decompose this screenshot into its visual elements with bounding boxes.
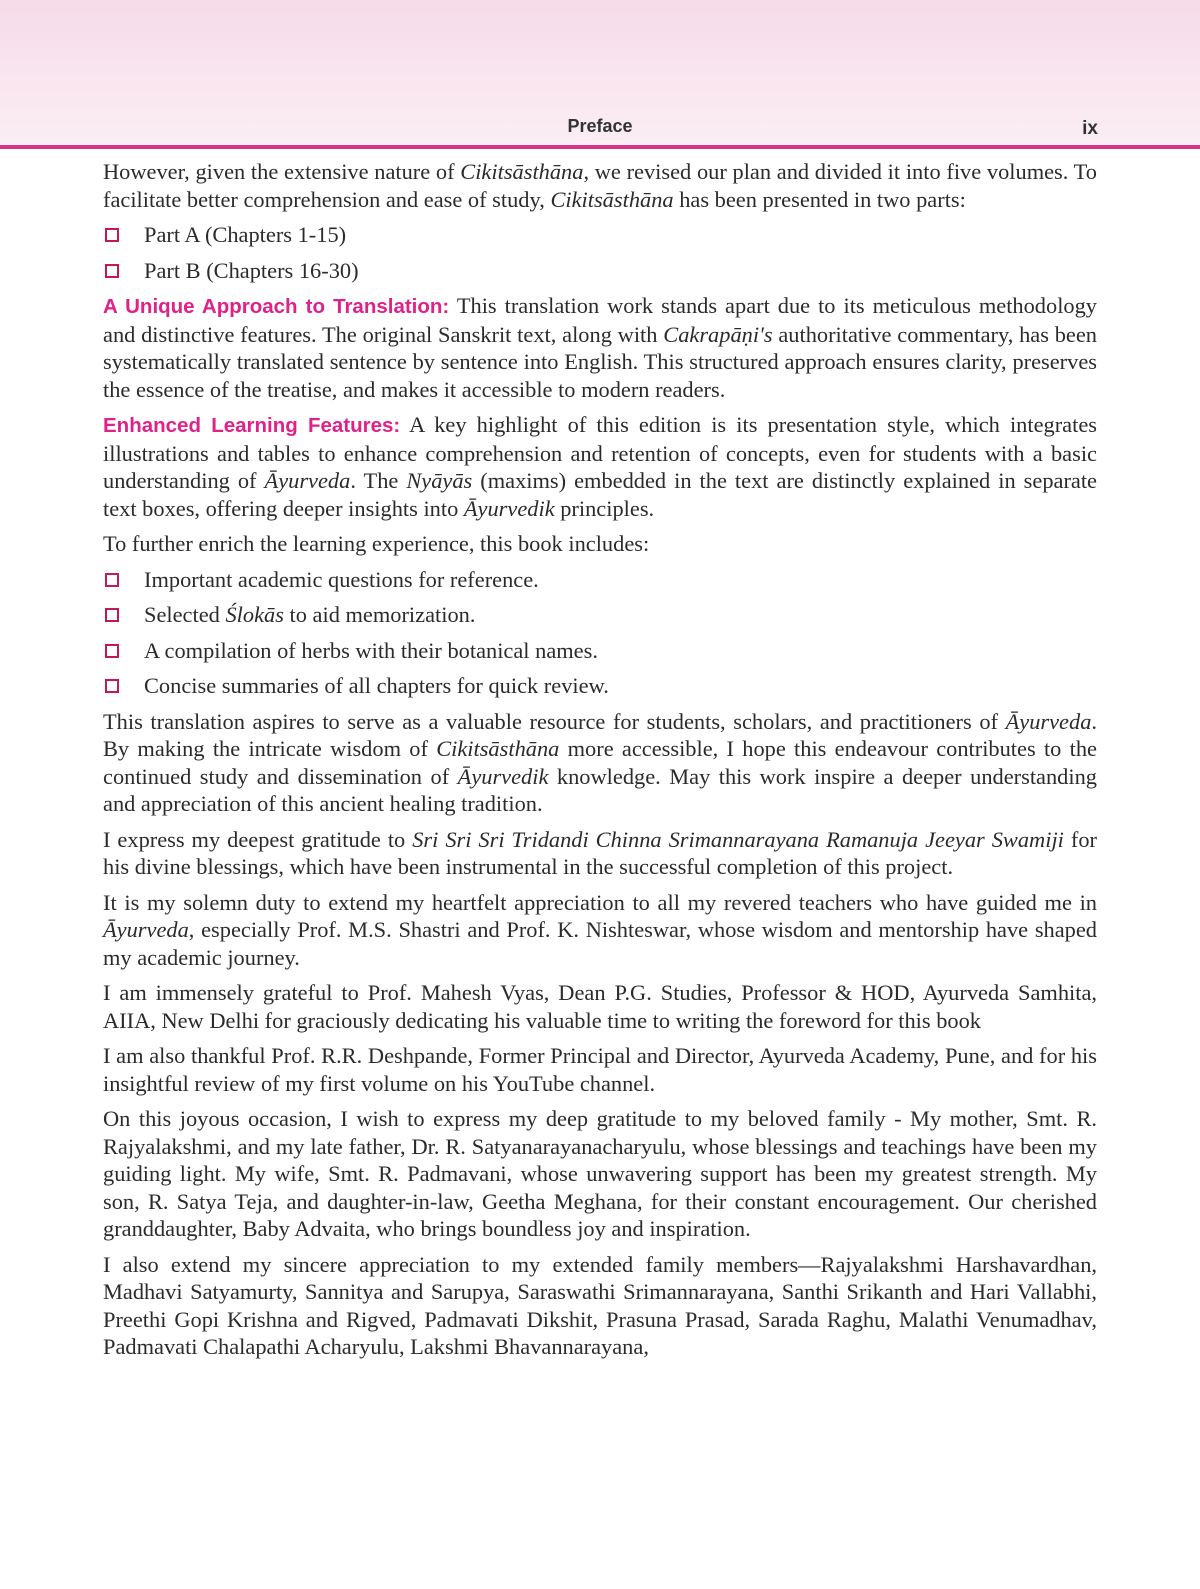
list-item: Selected Ślokās to aid memorization. [103,601,1097,629]
checkbox-bullet-icon [105,608,119,622]
paragraph-foreword: I am immensely grateful to Prof. Mahesh Vyas, Dean P.G. Studies, Professor & HOD, Ayurveda Samhita, AIIA, New Delhi for graciously dedicating his valuable time to writing the foreword for this book [103,980,1097,1033]
paragraph-review: I am also thankful Prof. R.R. Deshpande, Former Principal and Director, Ayurveda Academy, Pune, and for his insightful review of my first volume on his YouTube channel. [103,1043,1097,1096]
paragraph-volumes: However, given the extensive nature of Cikitsāsthāna, we revised our plan and divided it into five volumes. To facilitate better comprehension and ease of study, Cikitsāsthāna has been presented in two parts: [103,159,1097,212]
checkbox-bullet-icon [105,264,119,278]
list-item: Part B (Chapters 16-30) [103,257,1097,285]
checkbox-bullet-icon [105,228,119,242]
list-item: Concise summaries of all chapters for quick review. [103,672,1097,700]
header-divider [0,145,1200,149]
list-item: Part A (Chapters 1-15) [103,221,1097,249]
paragraph-aspiration: This translation aspires to serve as a valuable resource for students, scholars, and practitioners of Āyurveda. By making the intricate wisdom of Cikitsāsthāna more accessible, I hope this endeavour contributes to the continued study and dissemination of Āyurvedik knowledge. May this work inspire a deeper understanding and appreciation of this ancient healing tradition. [103,708,1097,816]
paragraph-includes-intro: To further enrich the learning experience, this book includes: [103,531,650,556]
paragraph-gratitude-swamiji: I express my deepest gratitude to Sri Sri Sri Tridandi Chinna Srimannarayana Ramanuja Jeeyar Swamiji for his divine blessings, which have been instrumental in the successful completion of this project. [103,826,1097,879]
features-list [103,566,1097,700]
list-item: A compilation of herbs with their botanical names. [103,637,1097,665]
paragraph-unique-approach: A Unique Approach to Translation: This translation work stands apart due to its meticulous methodology and distinctive features. The original Sanskrit text, along with Cakrapāṇi's authoritative commentary, has been systematically translated sentence by sentence into English. This structured approach ensures clarity, preserves the essence of the treatise, and makes it accessible to modern readers. [103,293,1098,402]
checkbox-bullet-icon [105,644,119,658]
list-item: Important academic questions for reference. [103,566,1097,594]
parts-list [103,221,1097,284]
page-body [103,158,1097,1369]
paragraph-learning-features: Enhanced Learning Features: A key highlight of this edition is its presentation style, which integrates illustrations and tables to enhance comprehension and retention of concepts, even for students with a basic understanding of Āyurveda. The Nyāyās (maxims) embedded in the text are distinctly explained in separate text boxes, offering deeper insights into Āyurvedik principles. [103,412,1097,521]
section-heading: Enhanced Learning Features: [103,414,401,437]
page-number: ix [1082,118,1098,139]
checkbox-bullet-icon [105,573,119,587]
paragraph-extended-family: I also extend my sincere appreciation to my extended family members—Rajyalakshmi Harshavardhan, Madhavi Satyamurty, Sannitya and Sarupya, Saraswathi Srimannarayana, Santhi Srikanth and Hari Vallabhi, Preethi Gopi Krishna and Rigved, Padmavati Dikshit, Prasuna Prasad, Sarada Raghu, Malathi Venumadhav, Padmavati Chalapathi Acharyulu, Lakshmi Bhavannarayana, [103,1251,1097,1359]
paragraph-family: On this joyous occasion, I wish to express my deep gratitude to my beloved family - My mother, Smt. R. Rajyalakshmi, and my late father, Dr. R. Satyanarayanacharyulu, whose blessings and teachings have been my guiding light. My wife, Smt. R. Padmavani, whose unwavering support has been my greatest strength. My son, R. Satya Teja, and daughter-in-law, Geetha Meghana, for their constant encouragement. Our cherished granddaughter, Baby Advaita, who brings boundless joy and inspiration. [103,1106,1097,1241]
section-heading: A Unique Approach to Translation: [103,295,450,318]
checkbox-bullet-icon [105,679,119,693]
running-title: Preface [567,116,633,136]
paragraph-teachers: It is my solemn duty to extend my heartfelt appreciation to all my revered teachers who have guided me in Āyurveda, especially Prof. M.S. Shastri and Prof. K. Nishteswar, whose wisdom and mentorship have shaped my academic journey. [103,889,1097,970]
